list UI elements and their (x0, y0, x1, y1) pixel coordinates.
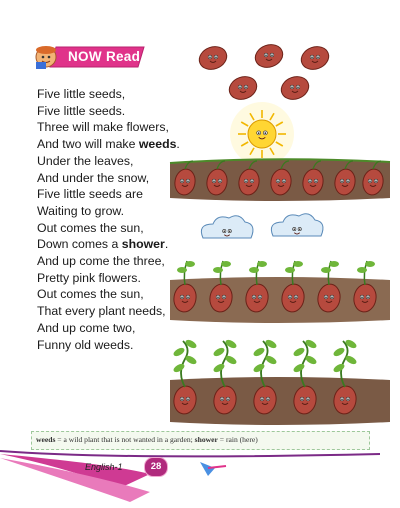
now-read-title: NOW Read (68, 49, 141, 64)
leaf (285, 267, 295, 273)
sun (248, 120, 276, 148)
seed (252, 41, 286, 71)
poem-line: Five little seeds, (37, 87, 126, 101)
leaf (329, 261, 339, 267)
leaf (252, 362, 266, 374)
poem-line: Under the leaves, (37, 153, 134, 168)
leaf (332, 346, 346, 358)
poem-line: That every plant needs, (37, 304, 166, 319)
leaf (292, 362, 306, 374)
glossary-def-weeds: = a wild plant that is not wanted in a garden; (55, 435, 195, 444)
poem-line: Three will make flowers, (37, 120, 169, 135)
glossary-def-shower: = rain (here) (217, 435, 258, 444)
poem-line: Five little seeds. (37, 103, 126, 118)
leaf (257, 261, 267, 267)
poem-line: Pretty pink flowers. (37, 270, 141, 285)
poem-text: And two will make (37, 137, 139, 152)
poem-line: Five little seeds are (37, 187, 143, 202)
poem-line: And up come the three, (37, 254, 165, 269)
cloud (201, 216, 253, 238)
poem-keyword: shower (121, 237, 165, 252)
leaf (177, 267, 187, 273)
leaf (212, 346, 226, 358)
leaf (252, 346, 266, 358)
poem-keyword: weeds (138, 137, 177, 152)
page-number (144, 457, 168, 477)
seed (196, 43, 230, 73)
leaf (332, 362, 346, 374)
leaf (365, 261, 375, 267)
poem-text: . (176, 137, 180, 152)
leaf (292, 346, 306, 358)
leaf (172, 346, 186, 358)
poem-illustration (165, 38, 395, 438)
leaf (172, 362, 186, 374)
glossary-term-shower: shower (194, 435, 218, 444)
book-label: English-1 (85, 462, 123, 472)
page-number-text: 28 (150, 461, 162, 472)
poem-line: And under the snow, (37, 170, 150, 185)
poem-line: Out comes the sun, (37, 220, 144, 235)
poem-text: . (164, 237, 169, 252)
seed (278, 73, 312, 103)
glossary-text (36, 435, 258, 444)
seed (298, 43, 332, 73)
leaf (221, 261, 231, 267)
leaf (212, 362, 226, 374)
leaf (321, 267, 331, 273)
leaf (357, 267, 367, 273)
seed (226, 73, 260, 103)
poem-text: Down comes a (37, 237, 122, 252)
poem-line: And up come two, (37, 320, 136, 335)
leaf (185, 261, 195, 267)
poem-line: Waiting to grow. (37, 203, 125, 218)
footer-ribbon (0, 448, 400, 508)
cloud (271, 214, 323, 236)
leaf (213, 267, 223, 273)
leaf (293, 261, 303, 267)
poem-line: Funny old weeds. (37, 337, 134, 352)
glossary-term-weeds: weeds (36, 435, 56, 444)
leaf (249, 267, 259, 273)
soil-3 (170, 377, 390, 425)
poem-line: Out comes the sun, (37, 287, 144, 302)
